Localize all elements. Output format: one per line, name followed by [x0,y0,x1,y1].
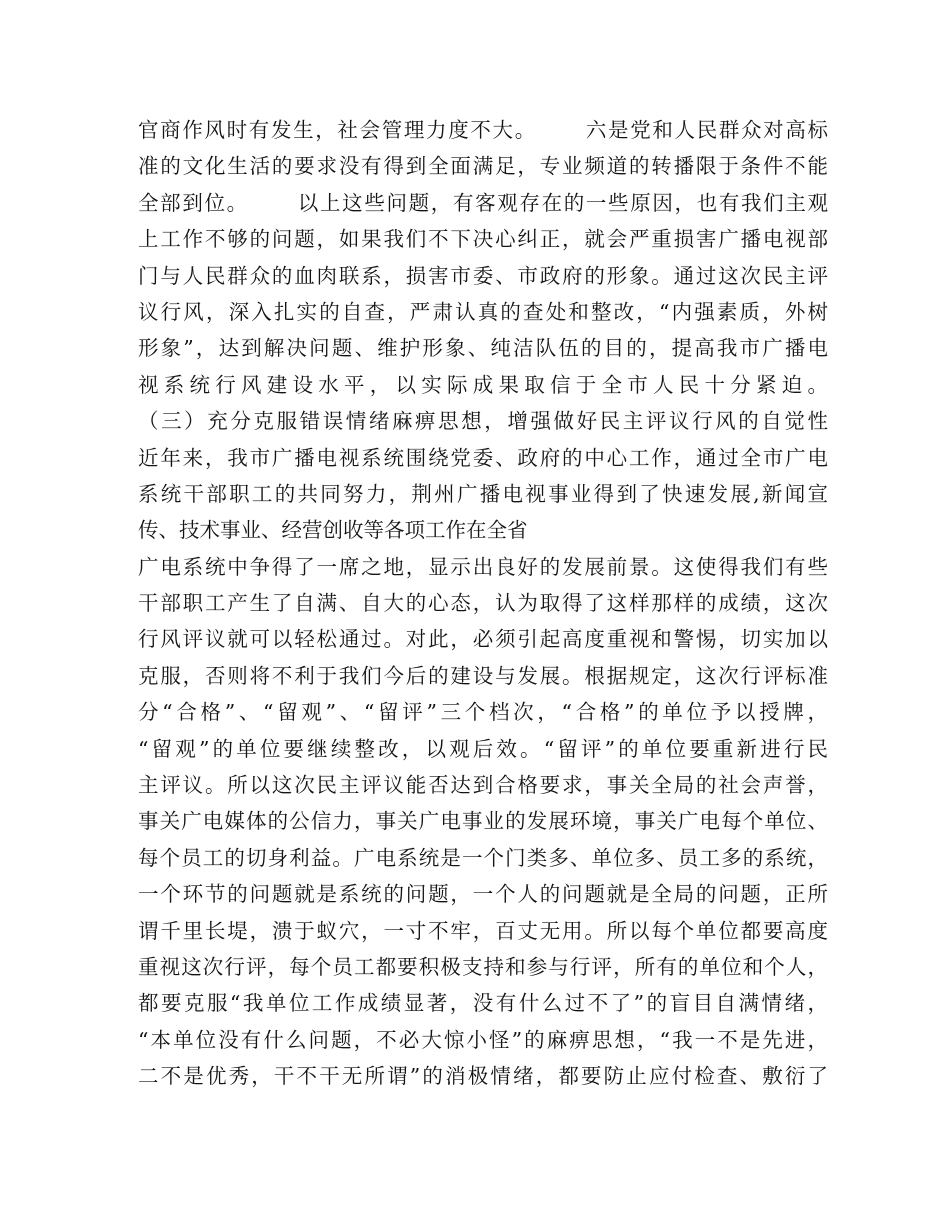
text-line: 系统干部职工的共同努力，荆州广播电视事业得到了快速发展,新闻宣 [138,481,828,506]
text-line: 官商作风时有发生，社会管理力度不大。 六是党和人民群众对高标 [138,118,828,142]
text-line: 形象”，达到解决问题、维护形象、纯洁队伍的目的，提高我市广播电 [138,336,828,361]
text-line: 分“合格”、“留观”、“留评”三个档次，“合格”的单位予以授牌， [138,700,828,725]
text-line: 都要克服“我单位工作成绩显著，没有什么过不了”的盲目自满情绪， [138,991,828,1016]
text-line: 二不是优秀，干不干无所谓”的消极情绪，都要防止应付检查、敷衍了 [138,1064,828,1089]
text-line: 事关广电媒体的公信力，事关广电事业的发展环境，事关广电每个单位、 [138,809,828,834]
text-line: 视系统行风建设水平，以实际成果取信于全市人民十分紧迫。 [138,372,828,397]
text-line: 近年来，我市广播电视系统围绕党委、政府的中心工作，通过全市广电 [138,445,828,470]
text-line: 门与人民群众的血肉联系，损害市委、市政府的形象。通过这次民主评 [138,263,828,288]
text-line: “留观”的单位要继续整改，以观后效。“留评”的单位要重新进行民 [138,736,828,761]
section-heading: （三）充分克服错误情绪麻痹思想，增强做好民主评议行风的自觉性 [138,409,828,434]
text-line: 主评议。所以这次民主评议能否达到合格要求，事关全局的社会声誉， [138,773,828,798]
text-line: 上工作不够的问题，如果我们不下决心纠正，就会严重损害广播电视部 [138,227,828,252]
text-line: 重视这次行评，每个员工都要积极支持和参与行评，所有的单位和个人， [138,954,828,979]
text-line: 干部职工产生了自满、自大的心态，认为取得了这样那样的成绩，这次 [138,591,828,616]
text-line: 准的文化生活的要求没有得到全面满足，专业频道的转播限于条件不能 [138,154,828,179]
text-line: 传、技术事业、经营创收等各项工作在全省 [138,518,528,543]
text-line: 议行风，深入扎实的自查，严肃认真的查处和整改，“内强素质，外树 [138,299,828,324]
text-line: 谓千里长堤，溃于蚁穴，一寸不牢，百丈无用。所以每个单位都要高度 [138,918,828,943]
text-line: 广电系统中争得了一席之地，显示出良好的发展前景。这使得我们有些 [138,554,828,579]
text-line: 一个环节的问题就是系统的问题，一个人的问题就是全局的问题，正所 [138,882,828,907]
text-line: 全部到位。 以上这些问题，有客观存在的一些原因，也有我们主观 [138,190,828,215]
text-line: 每个员工的切身利益。广电系统是一个门类多、单位多、员工多的系统， [138,845,828,870]
text-line: 克服，否则将不利于我们今后的建设与发展。根据规定，这次行评标准 [138,663,828,688]
text-line: 行风评议就可以轻松通过。对此，必须引起高度重视和警惕，切实加以 [138,627,828,652]
text-line: “本单位没有什么问题，不必大惊小怪”的麻痹思想，“我一不是先进， [138,1027,828,1052]
body-text [138,112,828,1095]
